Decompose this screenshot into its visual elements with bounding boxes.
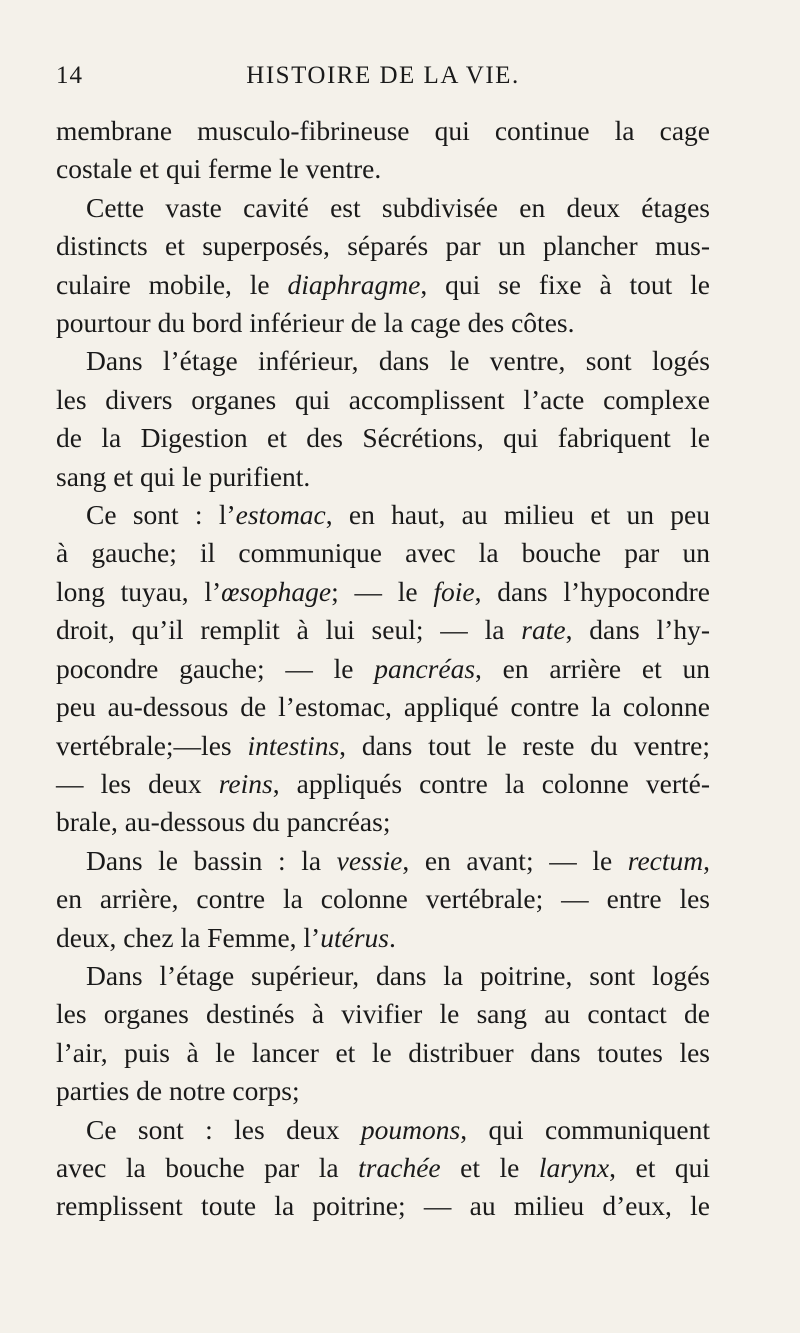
text-run: les divers organes qui accomplissent l’acte complexe xyxy=(56,383,710,415)
italic-term: intestins xyxy=(247,729,340,761)
text-line xyxy=(56,1034,710,1072)
text-line xyxy=(56,304,710,342)
text-run: brale, au-dessous du pancréas; xyxy=(56,806,391,838)
text-line xyxy=(56,112,710,150)
text-line xyxy=(56,803,710,841)
text-run: — les deux xyxy=(56,767,219,799)
text-line xyxy=(56,919,710,957)
text-run: culaire mobile, le xyxy=(56,268,288,300)
text-line xyxy=(56,496,710,534)
text-run: , en haut, au milieu et un peu xyxy=(325,499,710,531)
text-line xyxy=(56,150,710,188)
text-line xyxy=(56,995,710,1033)
text-line xyxy=(56,842,710,880)
text-line xyxy=(56,688,710,726)
text-run: , en arrière et un xyxy=(475,652,710,684)
italic-term: rate xyxy=(521,614,566,646)
text-run: avec la bouche par la xyxy=(56,1151,359,1183)
italic-term: vessie xyxy=(336,844,403,876)
text-line xyxy=(56,611,710,649)
text-line xyxy=(56,727,710,765)
text-run: . xyxy=(388,921,396,953)
text-line xyxy=(56,227,710,265)
text-run: parties de notre corps; xyxy=(56,1075,300,1107)
text-run: droit, qu’il remplit à lui seul; — la xyxy=(56,614,522,646)
text-run: membrane musculo-fibrineuse qui continue la cage xyxy=(56,115,710,146)
text-run: Ce sont : l’ xyxy=(86,499,236,531)
text-run: , dans l’hy- xyxy=(565,614,710,646)
italic-term: rectum xyxy=(627,844,704,876)
italic-term: utérus xyxy=(320,921,389,953)
text-run: vertébrale;—les xyxy=(56,729,248,761)
text-run: à gauche; il communique avec la bouche par un xyxy=(56,537,710,569)
text-line xyxy=(56,765,710,803)
italic-term: œsophage xyxy=(221,575,332,607)
text-run: les organes destinés à vivifier le sang au contact de xyxy=(56,998,710,1030)
text-run: l’air, puis à le lancer et le distribuer dans toutes les xyxy=(56,1036,710,1068)
text-run: Cette vaste cavité est subdivisée en deux étages xyxy=(86,191,710,223)
text-run: , et qui xyxy=(609,1151,710,1183)
text-line xyxy=(56,880,710,918)
text-line xyxy=(56,1149,710,1187)
text-run: en arrière, contre la colonne vertébrale; — entre les xyxy=(56,883,710,915)
text-run: , en avant; — le xyxy=(402,844,628,876)
text-line xyxy=(56,189,710,227)
text-run: long tuyau, l’ xyxy=(56,575,222,607)
text-run: pocondre gauche; — le xyxy=(56,652,375,684)
italic-term: poumons xyxy=(360,1113,461,1145)
text-run: ; — le xyxy=(331,575,434,607)
italic-term: pancréas xyxy=(374,652,476,684)
text-line xyxy=(56,534,710,572)
text-run: , qui se fixe à tout le xyxy=(420,268,711,300)
text-run: Dans le bassin : la xyxy=(86,844,337,876)
text-line xyxy=(56,573,710,611)
text-run: sang et qui le purifient. xyxy=(56,460,311,492)
page-header xyxy=(56,62,710,98)
text-line xyxy=(56,650,710,688)
text-run: distincts et superposés, séparés par un plancher mus- xyxy=(56,230,710,262)
text-run: remplissent toute la poitrine; — au milieu d’eux, le xyxy=(56,1190,710,1222)
text-line xyxy=(56,1111,710,1149)
italic-term: reins xyxy=(218,767,273,799)
text-run: peu au-dessous de l’estomac, appliqué contre la colonne xyxy=(56,691,710,723)
text-run: , qui communiquent xyxy=(460,1113,710,1145)
italic-term: larynx xyxy=(538,1151,610,1183)
text-run: , dans l’hypocondre xyxy=(474,575,710,607)
text-run: , dans tout le reste du ventre; xyxy=(339,729,711,761)
text-run: Dans l’étage inférieur, dans le ventre, sont logés xyxy=(86,345,710,377)
text-line xyxy=(56,266,710,304)
italic-term: trachée xyxy=(358,1151,441,1183)
text-run: deux, chez la Femme, l’ xyxy=(56,921,321,953)
text-run: Ce sont : les deux xyxy=(86,1113,361,1145)
text-run: pourtour du bord inférieur de la cage des côtes. xyxy=(56,307,575,339)
italic-term: estomac xyxy=(235,499,326,531)
text-line xyxy=(56,1187,710,1225)
italic-term: foie xyxy=(433,575,475,607)
text-run: et le xyxy=(440,1151,539,1183)
text-line xyxy=(56,419,710,457)
text-line xyxy=(56,458,710,496)
running-title: HISTOIRE DE LA VIE. xyxy=(246,62,520,89)
italic-term: diaphragme xyxy=(287,268,421,300)
body-text xyxy=(56,112,710,1226)
text-line xyxy=(56,342,710,380)
text-run: costale et qui ferme le ventre. xyxy=(56,153,382,185)
page-number: 14 xyxy=(56,62,83,89)
text-line xyxy=(56,1072,710,1110)
text-run: de la Digestion et des Sécrétions, qui fabriquent le xyxy=(56,422,710,454)
text-run: , appliqués contre la colonne verté- xyxy=(272,767,710,799)
text-line xyxy=(56,957,710,995)
text-line xyxy=(56,381,710,419)
text-run: Dans l’étage supérieur, dans la poitrine, sont logés xyxy=(86,959,710,991)
text-run: , xyxy=(703,844,710,876)
